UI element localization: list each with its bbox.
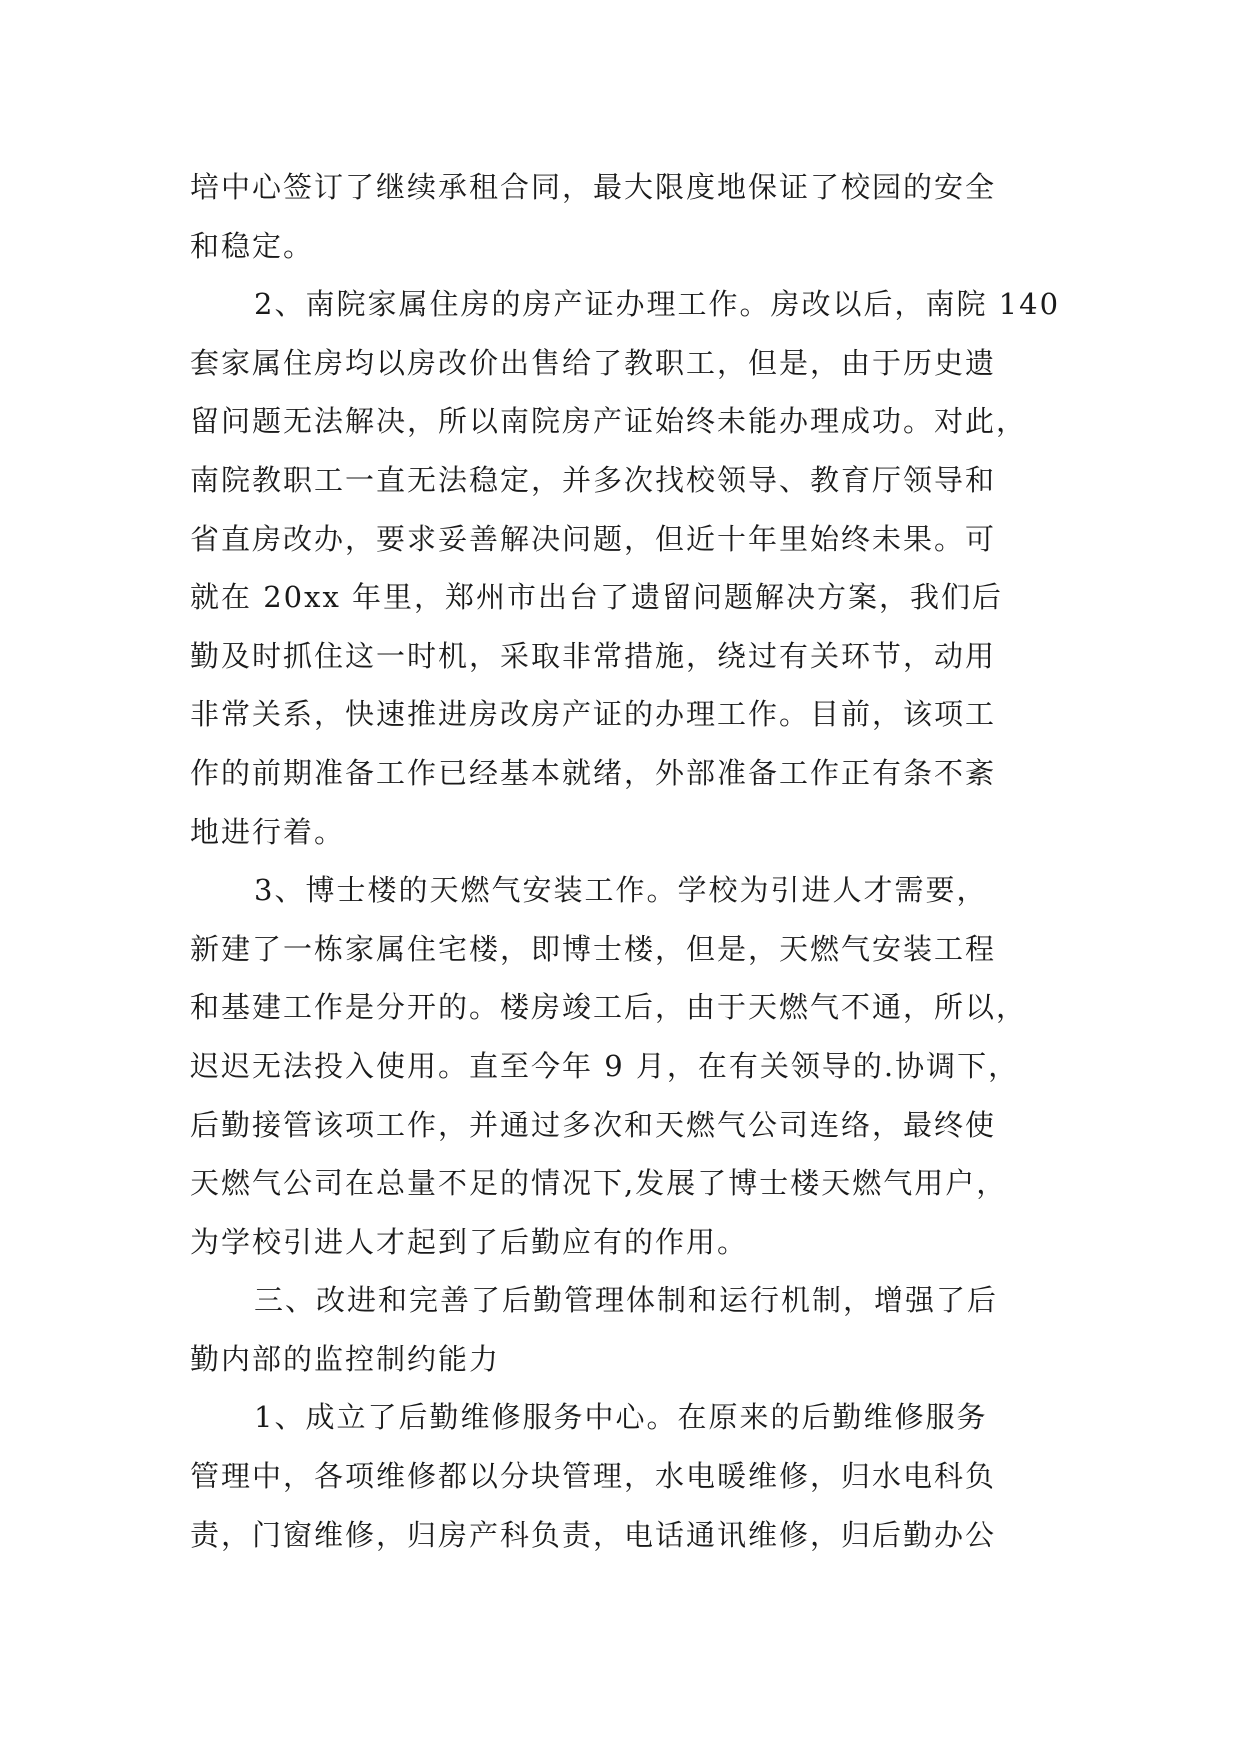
- text-line: 勤及时抓住这一时机，采取非常措施，绕过有关环节，动用: [190, 638, 997, 673]
- text-line: 和稳定。: [190, 228, 315, 263]
- text-line: 套家属住房均以房改价出售给了教职工，但是，由于历史遗: [190, 345, 997, 380]
- paragraph-start-line: 2、南院家属住房的房产证办理工作。房改以后，南院 140: [254, 287, 1061, 322]
- paragraph-start-line: 1、成立了后勤维修服务中心。在原来的后勤维修服务: [254, 1400, 988, 1435]
- text-line: 地进行着。: [190, 814, 346, 849]
- text-line: 南院教职工一直无法稳定，并多次找校领导、教育厅领导和: [190, 462, 997, 497]
- text-line: 为学校引进人才起到了后勤应有的作用。: [190, 1224, 749, 1259]
- text-line: 作的前期准备工作已经基本就绪，外部准备工作正有条不紊: [190, 755, 997, 790]
- text-line: 后勤接管该项工作，并通过多次和天燃气公司连络，最终使: [190, 1107, 997, 1142]
- text-line: 非常关系，快速推进房改房产证的办理工作。目前，该项工: [190, 697, 997, 732]
- text-line: 培中心签订了继续承租合同，最大限度地保证了校园的安全: [190, 170, 997, 204]
- section-heading-line: 勤内部的监控制约能力: [190, 1341, 501, 1376]
- text-line: 就在 20xx 年里，郑州市出台了遗留问题解决方案，我们后: [190, 580, 1004, 615]
- text-line: 责，门窗维修，归房产科负责，电话通讯维修，归后勤办公: [190, 1517, 997, 1552]
- text-line: 管理中，各项维修都以分块管理，水电暖维修，归水电科负: [190, 1459, 997, 1494]
- text-line: 省直房改办，要求妥善解决问题，但近十年里始终未果。可: [190, 521, 997, 556]
- text-line: 天燃气公司在总量不足的情况下,发展了博士楼天燃气用户，: [190, 1166, 1008, 1201]
- text-line: 和基建工作是分开的。楼房竣工后，由于天燃气不通，所以，: [190, 990, 1028, 1025]
- section-heading-line: 三、改进和完善了后勤管理体制和运行机制，增强了后: [254, 1283, 999, 1318]
- paragraph-start-line: 3、博士楼的天燃气安装工作。学校为引进人才需要，: [254, 873, 988, 908]
- document-body: [190, 158, 1060, 1564]
- text-line: 迟迟无法投入使用。直至今年 9 月，在有关领导的.协调下，: [190, 1048, 1020, 1083]
- text-line: 留问题无法解决，所以南院房产证始终未能办理成功。对此，: [190, 404, 1028, 439]
- text-line: 新建了一栋家属住宅楼，即博士楼，但是，天燃气安装工程: [190, 931, 997, 966]
